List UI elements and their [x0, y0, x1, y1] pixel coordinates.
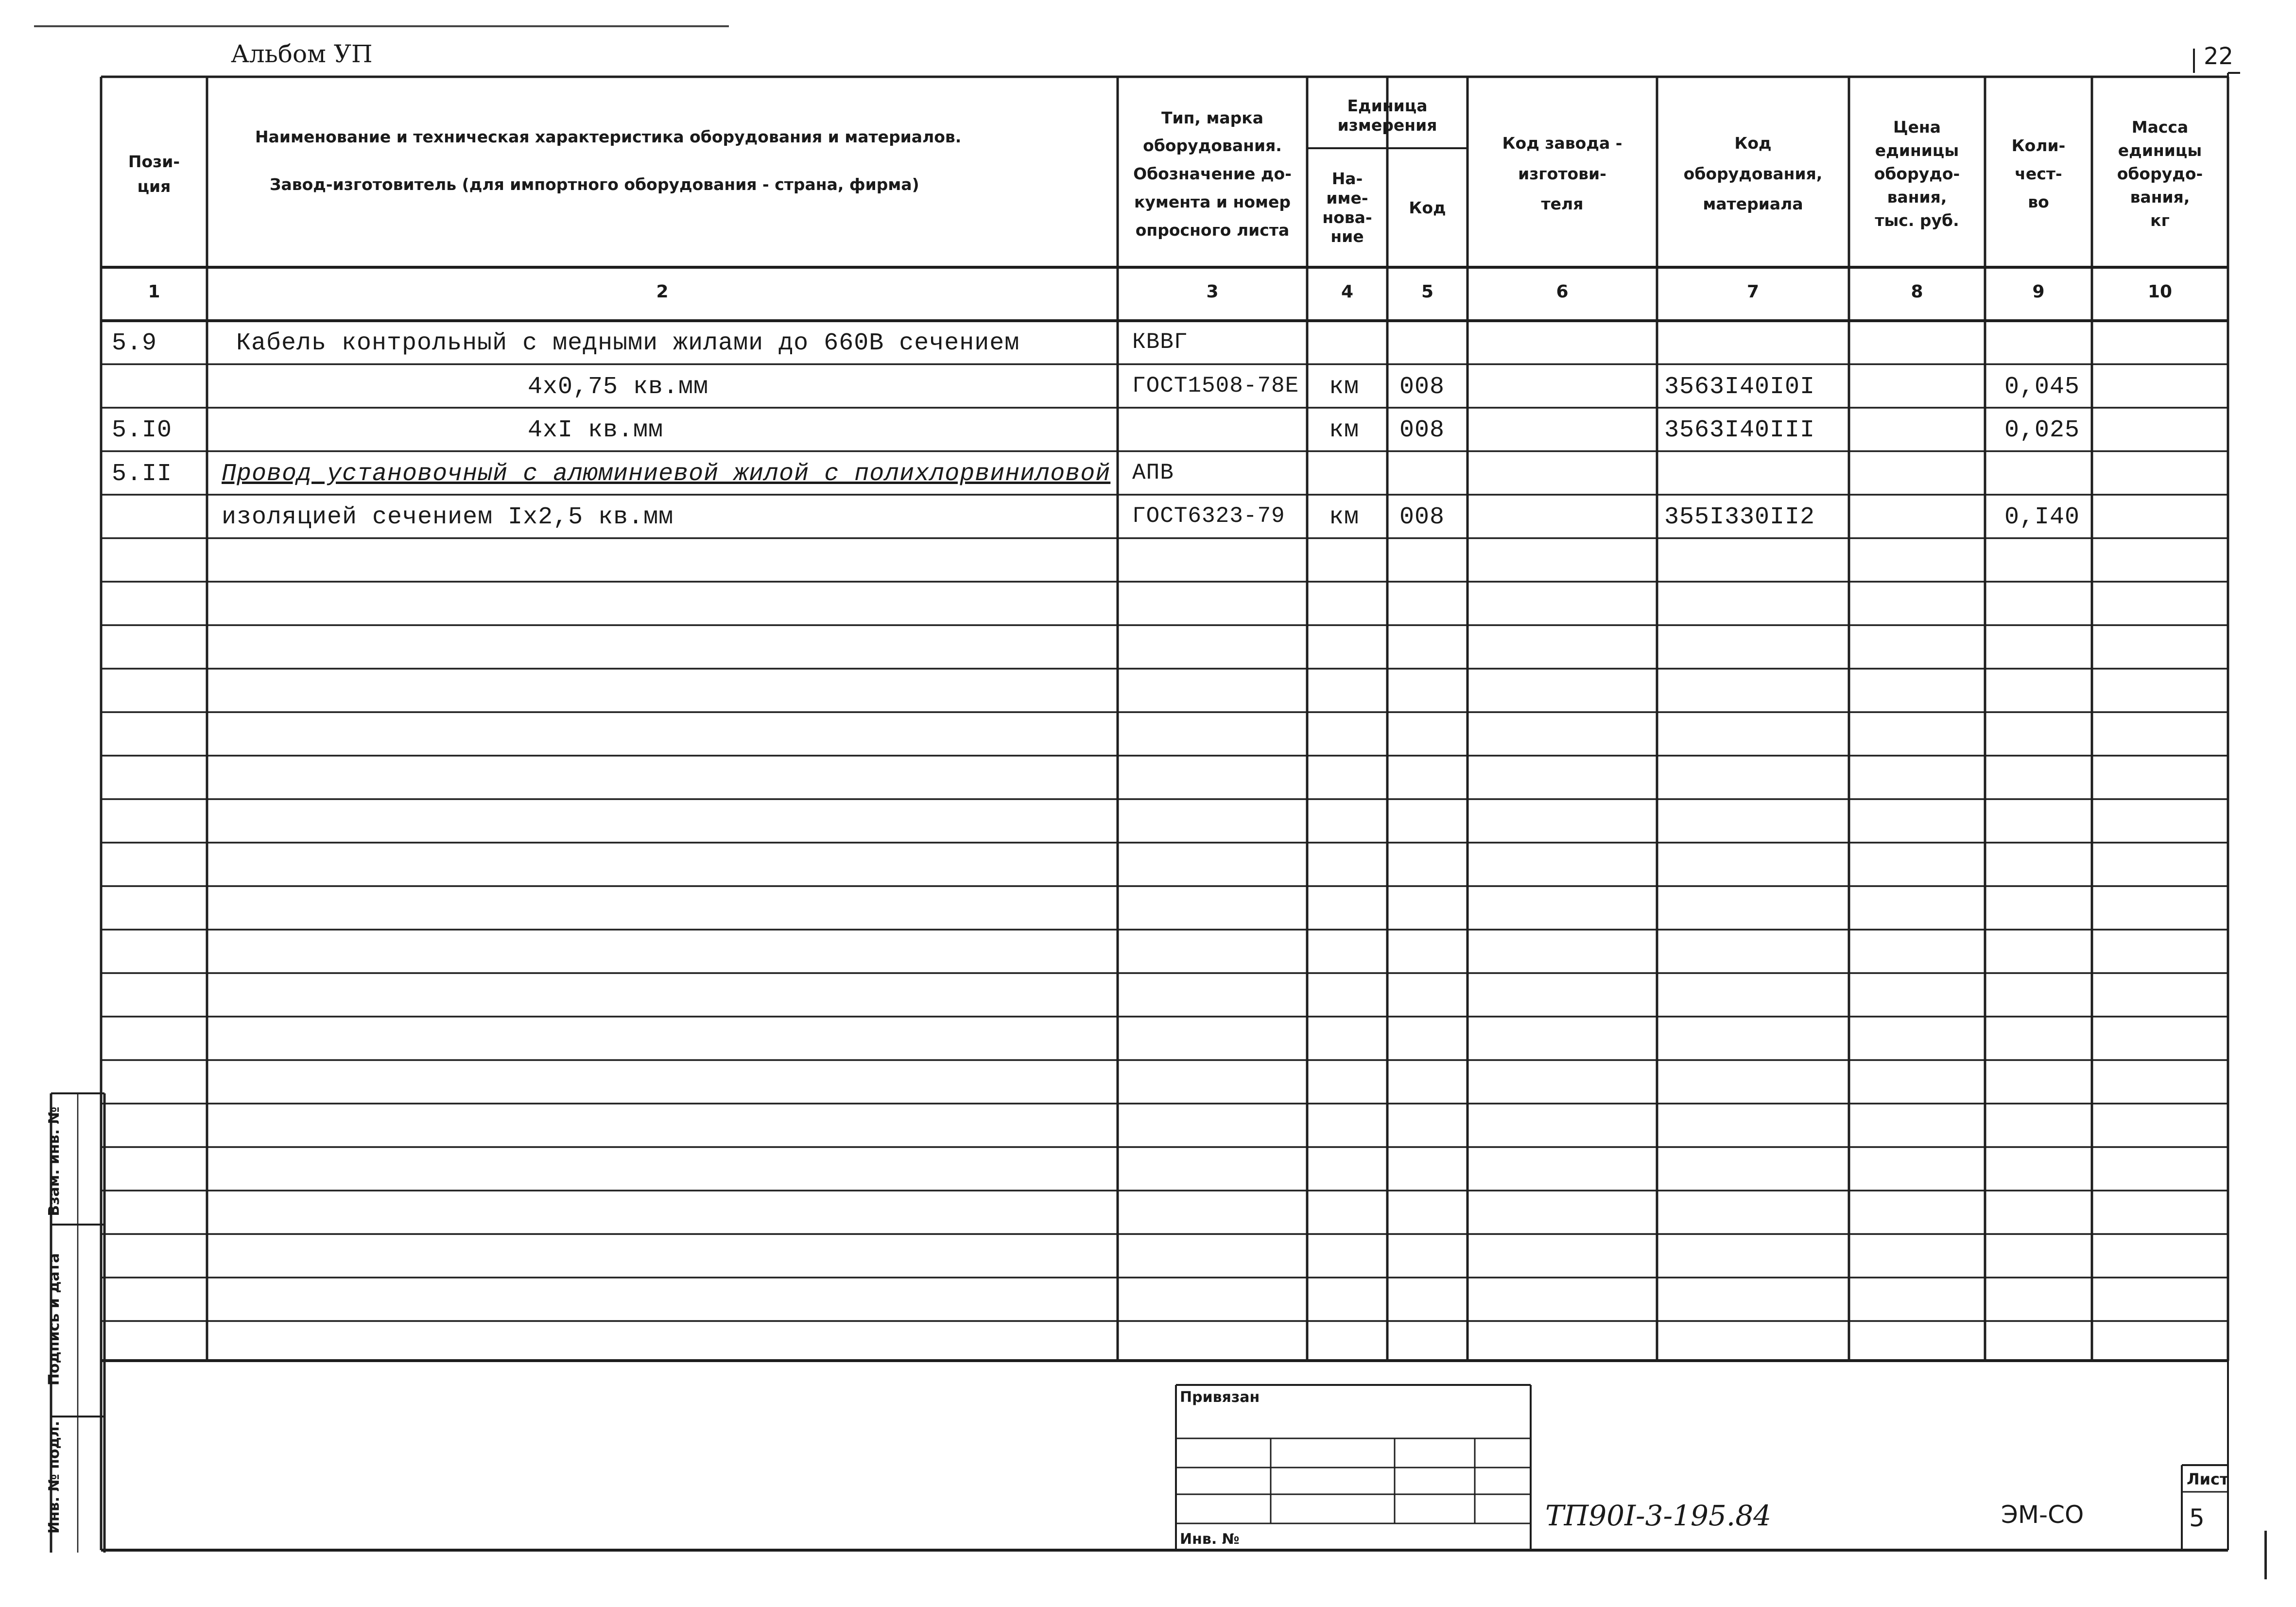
- column-number: 2: [656, 282, 669, 302]
- cell-quantity: 0,025: [2004, 416, 2080, 444]
- cell-name: изоляцией сечением Iх2,5 кв.мм: [222, 503, 674, 531]
- cell-position: 5.9: [112, 329, 157, 357]
- header-unit-code: Код: [1409, 198, 1446, 217]
- cell-type: ГОСТ1508-78Е: [1132, 373, 1299, 398]
- column-number: 10: [2147, 282, 2173, 302]
- header-equipment-code: Код оборудования, материала: [1683, 133, 1823, 214]
- cell-type: ГОСТ6323-79: [1132, 503, 1285, 529]
- column-number: 4: [1341, 282, 1354, 302]
- cell-quantity: 0,045: [2004, 373, 2080, 401]
- column-number: 9: [2032, 282, 2045, 302]
- column-number: 3: [1206, 282, 1219, 302]
- cell-name: 4х0,75 кв.мм: [528, 373, 709, 401]
- side-stamp-podpis: Подпись и дата: [46, 1253, 63, 1386]
- header-manufacturer-code: Код завода - изготови- теля: [1502, 133, 1623, 214]
- cell-quantity: 0,I40: [2004, 503, 2080, 531]
- document-code: ЭМ-СО: [2001, 1501, 2084, 1529]
- column-number: 8: [1911, 282, 1923, 302]
- header-name-line2: Завод-изготовитель (для импортного оборудования - страна, фирма): [270, 175, 919, 194]
- cell-code: 3563I40III: [1664, 416, 1815, 444]
- document-designation: ТП90I-3-195.84: [1545, 1499, 1772, 1532]
- cell-type: КВВГ: [1132, 329, 1188, 355]
- cell-unit-code: 008: [1399, 373, 1445, 401]
- cell-position: 5.I0: [112, 416, 173, 444]
- cell-name: 4хI кв.мм: [528, 416, 664, 444]
- column-number: 5: [1421, 282, 1434, 302]
- cell-unit-code: 008: [1399, 503, 1445, 531]
- header-mass: Масса единицы оборудо- вания, кг: [2117, 118, 2203, 230]
- top-stub-line: [34, 25, 729, 27]
- header-name-line1: Наименование и техническая характеристика оборудования и материалов.: [255, 127, 962, 146]
- cell-code: 355I330II2: [1664, 503, 1815, 531]
- cell-name: Кабель контрольный с медными жилами до 660В сечением: [236, 329, 1020, 357]
- header-type: Тип, марка оборудования. Обозначение до- кумента и номер опросного листа: [1133, 108, 1292, 240]
- cell-unit: км: [1329, 373, 1360, 401]
- sheet-label: Лист: [2187, 1470, 2229, 1488]
- header-unit-name: На- име- нова- ние: [1322, 169, 1372, 246]
- column-number: 6: [1556, 282, 1569, 302]
- page-number: 22: [2204, 43, 2234, 70]
- album-label: Альбом УП: [231, 40, 373, 68]
- cell-code: 3563I40I0I: [1664, 373, 1815, 401]
- side-stamp-vzam: Взам. инв. №: [46, 1106, 63, 1216]
- header-price: Цена единицы оборудо- вания, тыс. руб.: [1874, 118, 1960, 230]
- cell-name: Провод установочный с алюминиевой жилой с полихлорвиниловой: [222, 460, 1111, 488]
- cell-unit-code: 008: [1399, 416, 1445, 444]
- side-stamp-inv: Инв. № подл.: [46, 1420, 63, 1534]
- header-quantity: Коли- чест- во: [2011, 136, 2066, 211]
- right-edge-mark: [2264, 1531, 2267, 1579]
- cell-unit: км: [1329, 503, 1360, 531]
- column-number: 1: [148, 282, 160, 302]
- cell-unit: км: [1329, 416, 1360, 444]
- cell-type: АПВ: [1132, 460, 1174, 485]
- inv-no-label: Инв. №: [1180, 1531, 1240, 1548]
- privyazan-label: Привязан: [1180, 1389, 1260, 1406]
- header-position: Пози- ция: [128, 152, 180, 196]
- sheet-number: 5: [2189, 1504, 2205, 1532]
- header-unit-group: Единица измерения: [1337, 96, 1437, 135]
- cell-position: 5.II: [112, 460, 173, 488]
- column-number: 7: [1746, 282, 1760, 302]
